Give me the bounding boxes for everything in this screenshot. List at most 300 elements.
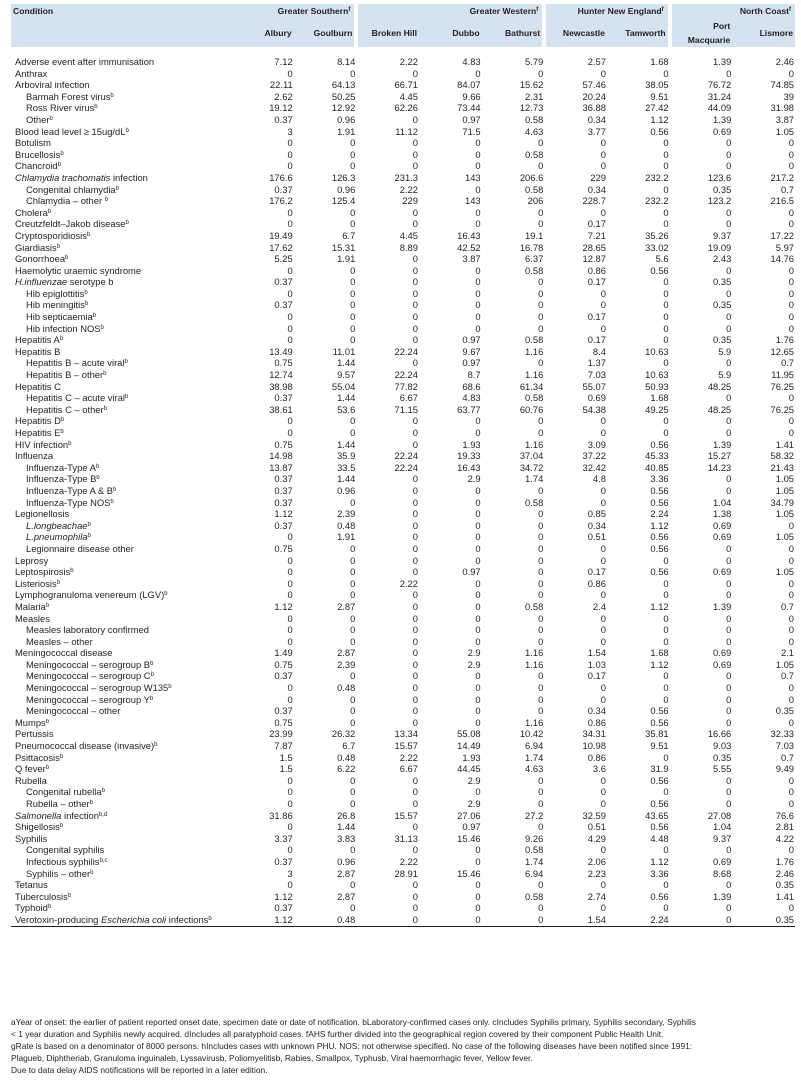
rate-cell: 0 xyxy=(663,693,669,705)
rate-cell: 4.29 xyxy=(587,832,606,844)
rate-cell: 0.69 xyxy=(713,519,732,531)
table-row xyxy=(11,531,795,543)
rate-cell: 0 xyxy=(663,879,669,891)
rate-cell: 3.77 xyxy=(587,125,606,137)
table-row xyxy=(11,589,795,601)
table-row xyxy=(11,798,795,810)
rate-cell: 0 xyxy=(475,716,481,728)
rate-cell: 0 xyxy=(287,786,293,798)
table-row xyxy=(11,555,795,567)
rate-cell: 1.04 xyxy=(713,821,732,833)
rate-cell: 0 xyxy=(475,206,481,218)
rate-cell: 0 xyxy=(600,484,606,496)
rate-cell: 6.94 xyxy=(525,867,544,879)
rate-cell: 0 xyxy=(726,798,732,809)
rate-cell: 0 xyxy=(475,508,481,520)
rate-cell: 1.37 xyxy=(587,357,606,369)
rate-cell: 0 xyxy=(600,774,606,786)
footnote-mark: b xyxy=(92,313,97,320)
footnote-mark: b xyxy=(90,869,94,876)
rate-cell: 9.49 xyxy=(775,763,794,775)
rate-cell: 0 xyxy=(788,218,794,230)
rate-cell: 22.11 xyxy=(269,79,293,91)
rate-cell: 0 xyxy=(475,218,481,230)
table-row xyxy=(11,218,795,230)
condition-name xyxy=(11,369,231,381)
rate-cell: 0 xyxy=(726,427,732,438)
rate-cell: 76.72 xyxy=(707,79,732,91)
table-row xyxy=(11,786,795,798)
condition-label: Rubella – other xyxy=(26,798,90,809)
rate-cell: 4.45 xyxy=(399,90,418,102)
rate-cell: 0 xyxy=(475,160,481,172)
rate-cell: 0 xyxy=(726,542,732,554)
rate-cell: 9.37 xyxy=(713,832,732,844)
rate-cell: 143 xyxy=(464,171,481,183)
footnote-mark: b xyxy=(59,753,64,760)
rate-cell: 8.68 xyxy=(713,867,732,879)
rate-cell: 43.65 xyxy=(645,809,669,821)
condition-label: Hepatitis B – acute viral xyxy=(26,357,125,369)
rate-cell: 5.79 xyxy=(525,56,544,67)
rate-cell: 0 xyxy=(482,914,545,926)
rate-cell: 0.58 xyxy=(525,844,544,856)
rate-cell: 0.58 xyxy=(525,264,544,276)
rate-cell: 0 xyxy=(350,542,356,554)
footnote-mark: b xyxy=(124,359,128,366)
table-row xyxy=(11,207,795,219)
rate-cell: 0.35 xyxy=(775,879,794,891)
footnote-line: Due to data delay AIDS notifications will be reported in a later edition. xyxy=(11,1065,268,1075)
rate-cell: 0 xyxy=(538,311,544,323)
rate-cell: 0 xyxy=(538,415,544,427)
rate-cell: 0.97 xyxy=(462,113,481,125)
condition-name xyxy=(11,56,231,68)
condition-label: Infectious syphilis xyxy=(26,855,100,867)
rate-cell: 1.04 xyxy=(713,496,732,508)
condition-name xyxy=(11,114,231,126)
rate-cell: 0 xyxy=(350,635,356,647)
rate-cell: 21.43 xyxy=(770,461,794,473)
rate-cell: 44.09 xyxy=(707,102,732,114)
rate-cell: 2.87 xyxy=(337,867,356,879)
rate-cell: 0.56 xyxy=(650,566,669,578)
table-row xyxy=(11,763,795,775)
condition-label: Brucellosis xyxy=(15,148,61,160)
rate-cell: 1.68 xyxy=(650,56,669,67)
column-header: Dubbo xyxy=(419,19,482,47)
condition-name xyxy=(11,265,231,277)
rate-cell: 4.83 xyxy=(462,56,481,67)
rate-cell: 0 xyxy=(412,415,418,427)
rate-cell: 68.6 xyxy=(462,380,481,392)
footnote-mark: b xyxy=(103,371,107,378)
rate-cell: 2.39 xyxy=(337,658,356,670)
rate-cell: 0 xyxy=(350,624,356,636)
condition-name xyxy=(11,717,231,729)
table-row xyxy=(11,520,795,532)
rate-cell: 0 xyxy=(412,542,418,554)
condition-name xyxy=(11,276,231,288)
rate-cell: 6.22 xyxy=(337,763,356,775)
condition-label: Verotoxin-producing xyxy=(15,913,101,925)
table-row xyxy=(11,902,795,914)
rate-cell: 0 xyxy=(600,542,606,554)
rate-cell: 0 xyxy=(788,612,794,624)
condition-name xyxy=(11,891,231,903)
rate-cell: 1.93 xyxy=(462,438,481,450)
rate-cell: 0 xyxy=(726,148,732,160)
footnote-mark: b xyxy=(56,243,61,250)
rate-cell: 37.04 xyxy=(519,450,544,462)
rate-cell: 71.5 xyxy=(462,125,481,137)
footnote-mark: b xyxy=(84,289,88,296)
rate-cell: 55.07 xyxy=(582,380,606,392)
rate-cell: 0 xyxy=(726,287,732,299)
condition-name xyxy=(11,914,231,926)
rate-cell: 0 xyxy=(726,264,732,276)
footnote-mark: b xyxy=(89,800,93,806)
table-row xyxy=(11,914,795,926)
rate-cell: 27.42 xyxy=(645,102,669,114)
rate-cell: 7.12 xyxy=(274,56,293,67)
group-label: Greater Southern xyxy=(277,6,349,16)
rate-cell: 33.5 xyxy=(337,461,356,473)
rate-cell: 0 xyxy=(788,542,794,554)
condition-name xyxy=(11,624,231,636)
rate-cell: 0 xyxy=(475,589,481,601)
rate-cell: 0.37 xyxy=(274,496,293,508)
rate-cell: 0 xyxy=(412,879,418,891)
rates-table xyxy=(11,4,795,927)
rate-cell: 0 xyxy=(600,206,606,218)
condition-name xyxy=(11,682,231,694)
rate-cell: 0 xyxy=(538,508,544,520)
condition-name xyxy=(11,810,231,822)
column-header: Albury xyxy=(231,19,294,47)
group-header-hunter-new-england xyxy=(544,4,669,19)
rate-cell: 0 xyxy=(287,774,293,786)
condition-label: Chancroid xyxy=(15,160,58,172)
rate-cell: 0.35 xyxy=(713,183,732,195)
condition-label: Measles xyxy=(15,612,50,624)
rate-cell: 0.86 xyxy=(587,264,606,276)
condition-label: Hepatitis E xyxy=(15,427,61,438)
table-row xyxy=(11,891,795,903)
rate-cell: 1.16 xyxy=(525,658,544,670)
rate-cell: 4.8 xyxy=(592,473,606,485)
rate-cell: 0.17 xyxy=(587,276,606,288)
rate-cell: 0 xyxy=(412,693,418,705)
rate-cell: 5.97 xyxy=(775,241,794,253)
rate-cell: 0.75 xyxy=(274,542,293,554)
rate-cell: 1.16 xyxy=(525,345,544,357)
rate-cell: 0.37 xyxy=(274,484,293,496)
rate-cell: 0 xyxy=(412,264,418,276)
table-row xyxy=(11,647,795,659)
rate-cell: 2.87 xyxy=(337,890,356,902)
rate-cell: 1.05 xyxy=(775,658,794,670)
rate-cell: 1.44 xyxy=(337,392,356,404)
rate-cell: 7.03 xyxy=(775,740,794,752)
rate-cell: 0 xyxy=(475,600,481,612)
rate-cell: 13.49 xyxy=(269,345,293,357)
rate-cell: 0 xyxy=(538,519,544,531)
rate-cell: 1.03 xyxy=(587,658,606,670)
rate-cell: 0 xyxy=(475,496,481,508)
footnote-mark: b xyxy=(94,104,98,111)
footnote-mark: b xyxy=(87,521,91,528)
rate-cell: 0.37 xyxy=(274,183,293,195)
condition-name xyxy=(11,195,231,207)
condition-label: Meningococcal – serogroup Y xyxy=(26,693,150,705)
rate-cell: 0 xyxy=(287,206,293,218)
condition-label: Influenza-Type A & B xyxy=(26,484,114,496)
table-row xyxy=(11,427,795,439)
rate-cell: 0 xyxy=(287,589,293,601)
rate-cell: 0 xyxy=(600,682,606,694)
condition-name xyxy=(11,752,231,764)
rate-cell: 4.83 xyxy=(462,392,481,404)
condition-name xyxy=(11,160,231,172)
rate-cell: 15.31 xyxy=(331,241,356,253)
condition-name xyxy=(11,531,231,543)
rate-cell: 2.22 xyxy=(399,577,418,589)
rate-cell: 0.17 xyxy=(587,218,606,230)
rate-cell: 0 xyxy=(412,612,418,624)
footnote-mark: b,c xyxy=(99,857,108,864)
rate-cell: 0 xyxy=(419,914,482,926)
rate-cell: 3 xyxy=(287,125,293,137)
rate-cell: 16.43 xyxy=(457,461,481,473)
rate-cell: 55.08 xyxy=(457,728,481,740)
rate-cell: 0 xyxy=(600,554,606,566)
rate-cell: 0 xyxy=(412,890,418,902)
rate-cell: 0 xyxy=(412,148,418,160)
rate-cell: 0 xyxy=(287,322,293,334)
condition-label: Congenital rubella xyxy=(26,786,102,798)
rate-cell: 0 xyxy=(663,67,669,79)
footnote-mark: b xyxy=(45,602,50,609)
rate-cell: 22.24 xyxy=(394,450,418,462)
footnote-mark: b,d xyxy=(98,811,108,818)
rate-cell: 0 xyxy=(663,206,669,218)
rate-cell: 1.5 xyxy=(279,763,293,775)
footnote-mark: b xyxy=(113,486,117,493)
rate-cell: 0 xyxy=(287,844,293,856)
rate-cell: 8.89 xyxy=(399,241,418,253)
rate-cell: 0 xyxy=(412,774,418,786)
rate-cell: 14.98 xyxy=(269,450,293,462)
condition-name xyxy=(11,775,231,787)
rate-cell: 15.46 xyxy=(457,832,481,844)
rate-cell: 1.12 xyxy=(650,600,669,612)
rate-cell: 0.7 xyxy=(780,751,794,763)
rate-cell: 0 xyxy=(350,566,356,578)
rate-cell: 0 xyxy=(287,624,293,636)
rate-cell: 176.2 xyxy=(269,195,293,207)
rate-cell: 0.58 xyxy=(525,148,544,160)
rate-cell: 77.82 xyxy=(394,380,418,392)
rate-cell: 5.25 xyxy=(274,253,293,265)
rate-cell: 0 xyxy=(412,647,418,659)
condition-label: Haemolytic uraemic syndrome xyxy=(15,264,142,276)
rate-cell: 33.02 xyxy=(645,241,669,253)
rate-cell: 2.57 xyxy=(587,56,606,67)
condition-name xyxy=(11,346,231,358)
rate-cell: 0 xyxy=(287,554,293,566)
rate-cell: 0 xyxy=(788,635,794,647)
table-row xyxy=(11,253,795,265)
rate-cell: 1.54 xyxy=(587,647,606,659)
rate-cell: 1.12 xyxy=(650,113,669,125)
condition-label: Hepatitis D xyxy=(15,415,61,427)
condition-label: Chlamydia – other xyxy=(26,195,105,207)
group-mark: f xyxy=(789,7,791,13)
rate-cell: 0.69 xyxy=(713,855,732,867)
rate-cell: 34.72 xyxy=(519,461,544,473)
rate-cell: 0 xyxy=(350,206,356,218)
table-row xyxy=(11,462,795,474)
rate-cell: 3.6 xyxy=(592,763,606,775)
condition-label: Hepatitis C xyxy=(15,380,61,392)
footnote-mark: b xyxy=(56,579,61,586)
rate-cell: 62.26 xyxy=(394,102,418,114)
rate-cell: 0 xyxy=(287,67,293,79)
rate-cell: 6.67 xyxy=(399,763,418,775)
condition-label: Gonorrhoea xyxy=(15,253,66,265)
condition-name xyxy=(11,427,231,439)
rate-cell: 0 xyxy=(663,902,669,914)
rate-cell: 40.85 xyxy=(645,461,669,473)
rate-cell: 48.25 xyxy=(707,380,732,392)
rate-cell: 0 xyxy=(600,786,606,798)
rate-cell: 0 xyxy=(788,160,794,172)
rate-cell: 0 xyxy=(475,879,481,891)
rate-cell: 1.12 xyxy=(231,914,294,926)
table-row xyxy=(11,323,795,335)
rate-cell: 5.6 xyxy=(655,253,669,265)
condition-label-suffix: infection xyxy=(110,171,148,183)
rate-cell: 26.32 xyxy=(331,728,356,740)
rate-cell: 2.43 xyxy=(713,253,732,265)
condition-name xyxy=(11,728,231,740)
rate-cell: 217.2 xyxy=(770,171,794,183)
rate-cell: 35.26 xyxy=(645,229,669,241)
condition-label: Hepatitis B – other xyxy=(26,369,104,381)
rate-cell: 8.14 xyxy=(337,56,356,67)
rate-cell: 0 xyxy=(788,902,794,914)
rate-cell: 0 xyxy=(538,218,544,230)
rate-cell: 0 xyxy=(412,902,418,914)
rate-cell: 0 xyxy=(663,427,669,438)
rate-cell: 5.55 xyxy=(713,763,732,775)
condition-label: Hepatitis C – acute viral xyxy=(26,392,126,404)
table-row xyxy=(11,670,795,682)
condition-name xyxy=(11,786,231,798)
footnote-mark: b xyxy=(103,405,107,412)
rate-cell: 228.7 xyxy=(582,195,606,207)
rate-cell: 0.58 xyxy=(525,496,544,508)
rate-cell: 0 xyxy=(475,542,481,554)
rate-cell: 0 xyxy=(412,600,418,612)
rate-cell: 0 xyxy=(287,415,293,427)
table-row xyxy=(11,659,795,671)
rate-cell: 0 xyxy=(788,264,794,276)
rate-cell: 0 xyxy=(663,137,669,149)
rate-cell: 0 xyxy=(538,566,544,578)
rate-cell: 0 xyxy=(412,682,418,694)
rate-cell: 0 xyxy=(663,299,669,311)
rate-cell: 0 xyxy=(350,612,356,624)
rate-cell: 11.01 xyxy=(332,345,356,357)
rate-cell: 0 xyxy=(350,427,356,438)
footnote-mark: b xyxy=(110,92,114,99)
rate-cell: 0.69 xyxy=(713,531,732,543)
rate-cell: 0.97 xyxy=(462,566,481,578)
rate-cell: 0 xyxy=(475,902,481,914)
rate-cell: 22.24 xyxy=(394,345,418,357)
rate-cell: 0 xyxy=(475,427,481,438)
condition-name xyxy=(11,694,231,706)
table-row xyxy=(11,404,795,416)
rate-cell: 17.22 xyxy=(770,229,794,241)
condition-label: Mumps xyxy=(15,716,46,728)
rate-cell: 229 xyxy=(590,171,606,183)
rate-cell: 1.41 xyxy=(775,438,794,450)
rate-cell: 0 xyxy=(788,577,794,589)
rate-cell: 0 xyxy=(538,357,544,369)
rate-cell: 0 xyxy=(412,137,418,149)
rate-cell: 0 xyxy=(726,716,732,728)
rate-cell: 0 xyxy=(788,427,794,438)
rate-cell: 0 xyxy=(287,635,293,647)
rate-cell: 6.7 xyxy=(342,229,356,241)
rate-cell: 0 xyxy=(350,705,356,717)
rate-cell: 44.45 xyxy=(457,763,481,775)
rate-cell: 0 xyxy=(538,798,544,809)
rate-cell: 57.46 xyxy=(582,79,606,91)
rate-cell: 0 xyxy=(788,322,794,334)
rate-cell: 0 xyxy=(788,786,794,798)
rate-cell: 0 xyxy=(663,183,669,195)
table-row xyxy=(11,543,795,555)
rate-cell: 73.44 xyxy=(457,102,481,114)
table-row xyxy=(11,184,795,196)
condition-label: Barmah Forest virus xyxy=(26,90,111,102)
rate-cell: 0 xyxy=(287,427,293,438)
rate-cell: 1.74 xyxy=(525,855,544,867)
rate-cell: 0.51 xyxy=(587,531,606,543)
table-row xyxy=(11,728,795,740)
condition-label: HIV infection xyxy=(15,438,69,450)
rate-cell: 0 xyxy=(538,542,544,554)
rate-cell: 232.2 xyxy=(645,195,669,207)
rate-cell: 0 xyxy=(412,798,418,809)
rate-cell: 7.21 xyxy=(587,229,606,241)
footnote-mark: b xyxy=(49,115,53,122)
rate-cell: 1.68 xyxy=(650,392,669,404)
table-row xyxy=(11,497,795,509)
table-row xyxy=(11,613,795,625)
rate-cell: 9.37 xyxy=(713,229,732,241)
rate-cell: 0 xyxy=(538,137,544,149)
table-row xyxy=(11,775,795,787)
condition-name xyxy=(11,288,231,300)
rate-cell: 14.76 xyxy=(770,253,794,265)
rate-cell: 20.24 xyxy=(582,90,606,102)
rate-cell: 8.7 xyxy=(467,369,481,381)
